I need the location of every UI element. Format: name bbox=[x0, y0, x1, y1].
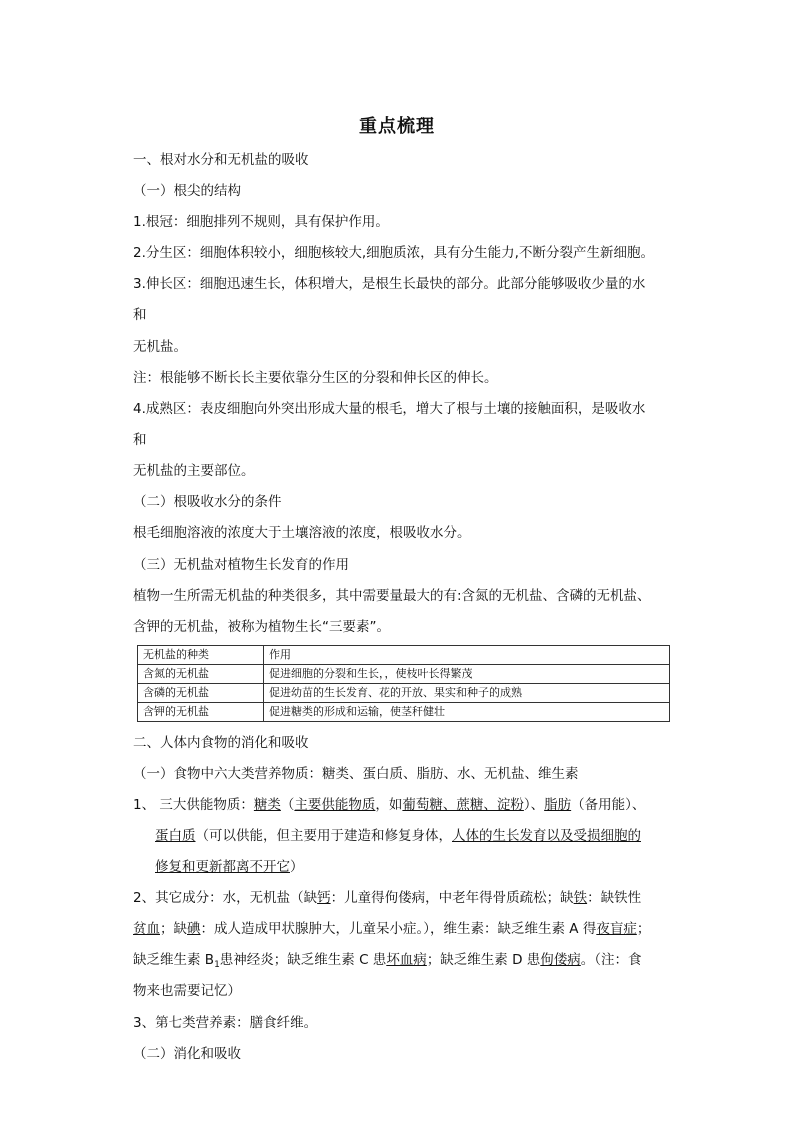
underlined-term: 碘 bbox=[187, 921, 201, 937]
paragraph-line bbox=[155, 857, 304, 877]
paragraph-line: 3、第七类营养素：膳食纤维。 bbox=[133, 1015, 318, 1031]
subsection-heading: （二）消化和吸收 bbox=[133, 1046, 241, 1062]
table-row bbox=[138, 684, 670, 703]
text-run: （备用能）、 bbox=[571, 797, 646, 813]
paragraph-line: 2.分生区：细胞体积较小，细胞核较大,细胞质浓，具有分生能力,不断分裂产生新细胞。 bbox=[133, 245, 654, 261]
paragraph-line: 含钾的无机盐，被称为植物生长“三要素”。 bbox=[133, 619, 390, 635]
paragraph-line bbox=[133, 950, 642, 972]
text-run: ；缺乏维生素 D 患 bbox=[426, 952, 541, 968]
table-cell: 促进细胞的分裂和生长，，使枝叶长得繁茂 bbox=[264, 665, 670, 684]
paragraph-line: 无机盐的主要部位。 bbox=[133, 463, 255, 479]
section-heading: 一、根对水分和无机盐的吸收 bbox=[133, 152, 309, 168]
text-run: ） bbox=[290, 859, 304, 875]
text-run: ）、 bbox=[523, 797, 545, 813]
subsection-heading: （一）根尖的结构 bbox=[133, 183, 241, 199]
mineral-salt-table bbox=[137, 645, 670, 722]
text-run: 。（注：食 bbox=[580, 952, 642, 968]
table-cell: 促进幼苗的生长发育、花的开放、果实和种子的成熟 bbox=[264, 684, 670, 703]
table-row bbox=[138, 703, 670, 722]
underlined-term: 佝偻病 bbox=[540, 952, 581, 968]
subsection-heading: （一）食物中六大类营养物质：糖类、蛋白质、脂肪、水、无机盐、维生素 bbox=[133, 766, 579, 782]
underlined-term: 修复和更新都离不开它 bbox=[155, 859, 290, 875]
text-run: 患神经炎；缺乏维生素 C 患 bbox=[219, 952, 387, 968]
text-run: ； bbox=[636, 921, 651, 937]
section-heading: 二、人体内食物的消化和吸收 bbox=[133, 735, 309, 751]
underlined-term: 主要供能物质 bbox=[294, 797, 376, 813]
note-line: 注：根能够不断长长主要依靠分生区的分裂和伸长区的伸长。 bbox=[133, 370, 498, 386]
underlined-term: 铁 bbox=[573, 890, 588, 906]
underlined-term: 葡萄糖、蔗糖、淀粉 bbox=[402, 797, 524, 813]
subsection-heading: （二）根吸收水分的条件 bbox=[133, 494, 282, 510]
text-run: ：缺铁性 bbox=[587, 890, 642, 906]
text-run: ：儿童得佝偻病，中老年得骨质疏松；缺 bbox=[330, 890, 574, 906]
page-title: 重点梳理 bbox=[359, 116, 435, 137]
table-cell: 含磷的无机盐 bbox=[138, 684, 264, 703]
table-header-cell: 无机盐的种类 bbox=[138, 646, 264, 665]
text-run: 缺乏维生素 B bbox=[133, 952, 215, 968]
text-run: 2、其它成分：水，无机盐（缺 bbox=[133, 890, 318, 906]
table-header-cell: 作用 bbox=[264, 646, 670, 665]
paragraph-line: 4.成熟区：表皮细胞向外突出形成大量的根毛，增大了根与土壤的接触面积，是吸收水 bbox=[133, 401, 646, 417]
underlined-term: 蛋白质 bbox=[155, 828, 196, 844]
paragraph-line: 无机盐。 bbox=[133, 339, 187, 355]
underlined-term: 坏血病 bbox=[386, 952, 427, 968]
paragraph-line: 植物一生所需无机盐的种类很多，其中需要量最大的有:含氮的无机盐、含磷的无机盐、 bbox=[133, 588, 651, 604]
paragraph-line: 1.根冠：细胞排列不规则，具有保护作用。 bbox=[133, 214, 389, 230]
paragraph-line bbox=[133, 919, 650, 939]
paragraph-line bbox=[133, 795, 645, 815]
underlined-term: 钙 bbox=[317, 890, 331, 906]
paragraph-line: 根毛细胞溶液的浓度大于土壤溶液的浓度，根吸收水分。 bbox=[133, 525, 471, 541]
paragraph-line bbox=[155, 826, 641, 846]
table-header-row bbox=[138, 646, 670, 665]
underlined-term: 脂肪 bbox=[544, 797, 572, 813]
table-cell: 含钾的无机盐 bbox=[138, 703, 264, 722]
table-cell: 促进糖类的形成和运输，使茎秆健壮 bbox=[264, 703, 670, 722]
paragraph-line: 物来也需要记忆） bbox=[133, 983, 241, 999]
underlined-term: 人体的生长发育以及受损细胞的 bbox=[452, 828, 641, 844]
underlined-term: 夜盲症 bbox=[596, 921, 637, 937]
table-row bbox=[138, 665, 670, 684]
table-cell: 含氮的无机盐 bbox=[138, 665, 264, 684]
subsection-heading: （三）无机盐对植物生长发育的作用 bbox=[133, 557, 349, 573]
text-run: ：成人造成甲状腺肿大，儿童呆小症。），维生素：缺乏维生素 A 得 bbox=[200, 921, 597, 937]
underlined-term: 贫血 bbox=[133, 921, 160, 937]
paragraph-line: 和 bbox=[133, 307, 147, 323]
paragraph-line bbox=[133, 888, 641, 908]
underlined-term: 糖类 bbox=[253, 797, 281, 813]
text-run: （可以供能，但主要用于建造和修复身体， bbox=[195, 828, 452, 844]
text-run: ，如 bbox=[375, 797, 403, 813]
paragraph-line: 3.伸长区：细胞迅速生长，体积增大，是根生长最快的部分。此部分能够吸收少量的水 bbox=[133, 276, 646, 292]
text-run: ；缺 bbox=[160, 921, 187, 937]
paragraph-line: 和 bbox=[133, 432, 147, 448]
subscript: 1 bbox=[214, 960, 220, 970]
text-run: 1、 三大供能物质： bbox=[133, 797, 254, 813]
text-run: （ bbox=[280, 797, 295, 813]
